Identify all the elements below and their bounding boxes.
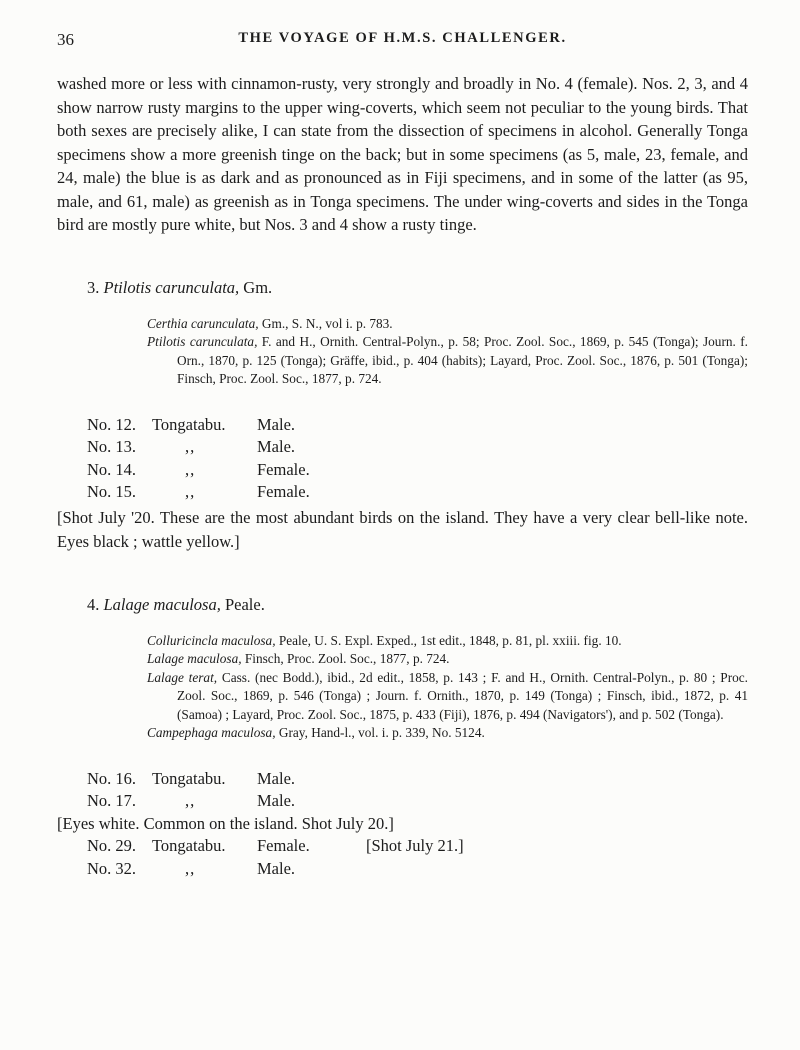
reference-citation: Gray, Hand-l., vol. i. p. 339, No. 5124.: [275, 725, 485, 740]
reference-citation: Gm., S. N., vol i. p. 783.: [258, 315, 393, 331]
specimen-row: [87, 768, 748, 791]
reference-citation: Peale, U. S. Expl. Exped., 1st edit., 1848, p. 81, pl. xxiii. fig. 10.: [275, 632, 622, 648]
field-note: [Eyes white. Common on the island. Shot July 20.]: [57, 813, 394, 833]
field-note: [Shot July '20. These are the most abundant birds on the island. They have a very clear bell-like note. Eyes black ; wattle yellow.]: [57, 507, 748, 551]
reference-species: Lalage maculosa,: [147, 651, 242, 666]
reference-citation: Cass. (nec Bodd.), ibid., 2d edit., 1858, p. 143 ; F. and H., Ornith. Central-Polyn., p. 80 ; Proc. Zool. Soc., 1869, p. 546 (Tonga) ; Journ. f. Ornith., 1870, p. 149 (Tonga) ; Finsch, ibid., 1872, p. 41 (Samoa) ; Layard, Proc. Zool. Soc., 1875, p. 433 (Fiji), 1876, p. 494 (Navigators'), and p. 502 (Tonga).: [177, 669, 748, 722]
specimen-number: No. 17.: [87, 791, 137, 810]
species-heading: [87, 594, 748, 616]
section-ptilotis-carunculata: [57, 277, 748, 554]
species-number: 3.: [87, 277, 100, 297]
specimen-list: [57, 414, 748, 504]
page-header: [57, 30, 748, 52]
specimen-number: No. 32.: [87, 858, 137, 878]
reference-species: Ptilotis carunculata,: [147, 334, 258, 349]
running-title: THE VOYAGE OF H.M.S. CHALLENGER.: [238, 30, 567, 46]
specimen-row: [87, 790, 748, 813]
intro-paragraph: washed more or less with cinnamon-rusty, very strongly and broadly in No. 4 (female). Nos. 2, 3, and 4 show narrow rusty margins to the upper wing-coverts, which seem not peculiar to the young birds. That both sexes are precisely alike, I can state from the dissection of specimens in alcohol. Generally Tonga specimens show a more greenish tinge on the back; but in some specimens (as 5, male, 23, female, and 24, male) the blue is as dark and as pronounced as in Fiji specimens, and in some of the latter (as 95, male, and 61, male) as greenish as in Tonga specimens. The under wing-coverts and sides in the Tonga bird are mostly pure white, but Nos. 3 and 4 show a rusty tinge.: [57, 74, 748, 234]
synonymy-list: [57, 315, 748, 389]
specimen-locality-ditto: ,,: [185, 459, 196, 479]
specimen-row: [87, 436, 748, 459]
specimen-locality: Tongatabu.: [152, 836, 226, 855]
specimen-sex: Male.: [257, 858, 296, 878]
page-number: 36: [57, 30, 74, 49]
specimen-sex: Male.: [257, 768, 296, 788]
species-name: Ptilotis carunculata,: [103, 277, 240, 297]
specimen-locality: Tongatabu.: [152, 768, 226, 788]
specimen-sex: Male.: [257, 437, 296, 456]
reference-species: Lalage terat,: [147, 669, 218, 685]
specimen-row: [87, 459, 748, 482]
specimen-sex: Male.: [257, 414, 296, 434]
specimen-sex: Male.: [257, 791, 296, 810]
section-lalage-maculosa: [57, 594, 748, 881]
reference-line: [57, 632, 748, 651]
specimen-row: [87, 858, 748, 881]
species-authority: Gm.: [243, 277, 273, 297]
specimen-sex: Female.: [257, 459, 310, 479]
specimen-sex: Female.: [257, 836, 310, 855]
specimen-locality-ditto: ,,: [185, 482, 196, 501]
specimen-number: No. 16.: [87, 768, 137, 788]
specimen-note: [Shot July 21.]: [366, 836, 464, 855]
species-number: 4.: [87, 594, 100, 614]
reference-line: [57, 333, 748, 389]
specimen-locality-ditto: ,,: [185, 858, 196, 878]
reference-species: Certhia carunculata,: [147, 315, 259, 331]
specimen-number: No. 29.: [87, 836, 137, 855]
specimen-row: [87, 835, 748, 858]
reference-citation: F. and H., Ornith. Central-Polyn., p. 58; Proc. Zool. Soc., 1869, p. 545 (Tonga); Journ. f. Orn., 1870, p. 125 (Tonga); Gräffe, ibid., p. 404 (habits); Layard, Proc. Zool. Soc., 1876, p. 501 (Tonga); Finsch, Proc. Zool. Soc., 1877, p. 724.: [177, 334, 748, 386]
specimen-number: No. 14.: [87, 459, 137, 479]
reference-line: [57, 669, 748, 725]
specimen-row: [87, 481, 748, 504]
reference-line: [57, 724, 748, 743]
reference-species: Campephaga maculosa,: [147, 725, 276, 740]
reference-line: [57, 650, 748, 669]
specimen-list: [57, 768, 748, 813]
synonymy-list: [57, 632, 748, 743]
specimen-list: [57, 835, 748, 880]
reference-citation: Finsch, Proc. Zool. Soc., 1877, p. 724.: [241, 651, 450, 666]
species-authority: Peale.: [224, 594, 265, 614]
specimen-row: [87, 414, 748, 437]
species-name: Lalage maculosa,: [103, 594, 221, 614]
specimen-number: No. 12.: [87, 414, 137, 434]
specimen-locality: Tongatabu.: [152, 414, 226, 434]
reference-species: Colluricincla maculosa,: [147, 632, 276, 648]
specimen-number: No. 15.: [87, 482, 137, 501]
species-heading: [87, 277, 748, 299]
specimen-locality-ditto: ,,: [185, 791, 196, 810]
reference-line: [57, 315, 748, 334]
specimen-locality-ditto: ,,: [185, 437, 196, 456]
specimen-sex: Female.: [257, 482, 310, 501]
specimen-number: No. 13.: [87, 437, 137, 456]
